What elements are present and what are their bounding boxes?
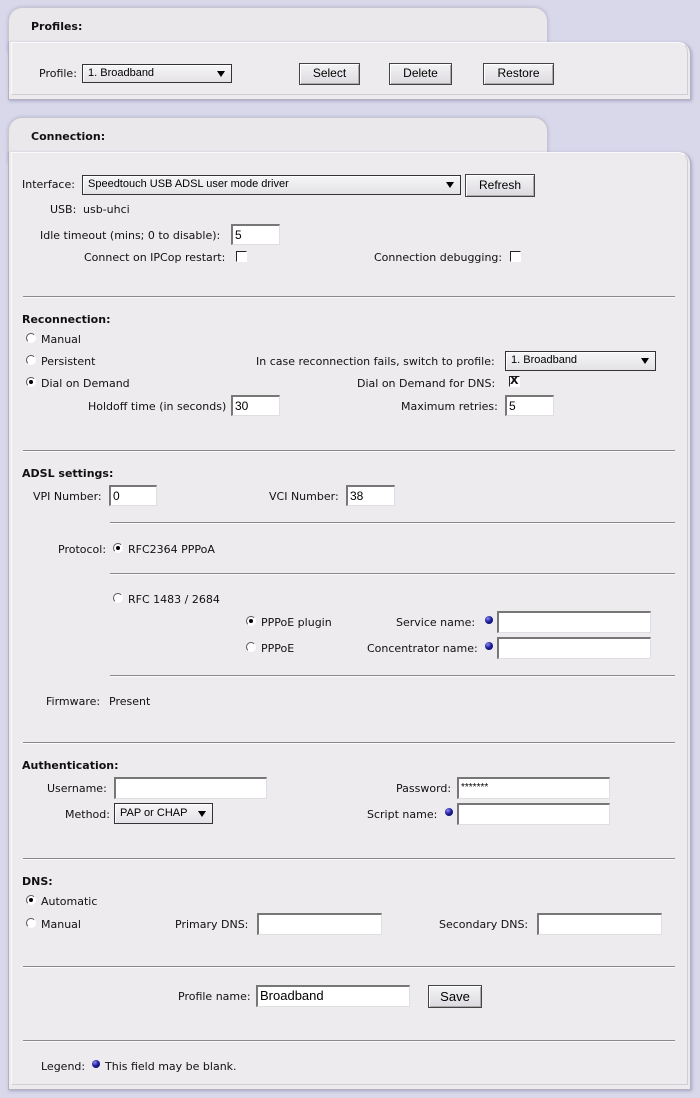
- restore-button[interactable]: Restore: [483, 63, 554, 85]
- method-label: Method:: [65, 808, 110, 821]
- legend-text: This field may be blank.: [105, 1060, 237, 1073]
- divider: [23, 966, 675, 968]
- primary-dns-input[interactable]: [257, 913, 382, 935]
- reconnection-dod-label: Dial on Demand: [41, 377, 130, 390]
- idle-timeout-label: Idle timeout (mins; 0 to disable):: [40, 229, 221, 242]
- divider: [23, 858, 675, 860]
- concentrator-label: Concentrator name:: [367, 642, 478, 655]
- reconnection-title: Reconnection:: [22, 313, 111, 326]
- firmware-value: Present: [109, 695, 151, 708]
- fallback-profile-value: 1. Broadband: [511, 354, 578, 366]
- save-button[interactable]: Save: [428, 985, 482, 1008]
- reconnection-manual-radio[interactable]: [26, 333, 36, 343]
- username-input[interactable]: [114, 777, 267, 799]
- pppoa-radio[interactable]: [113, 543, 123, 553]
- debugging-label: Connection debugging:: [374, 251, 503, 264]
- dod-dns-label: Dial on Demand for DNS:: [357, 377, 496, 390]
- max-retries-input[interactable]: 5: [505, 395, 554, 416]
- fallback-profile-label: In case reconnection fails, switch to profile:: [256, 355, 495, 368]
- divider: [110, 522, 675, 524]
- holdoff-label: Holdoff time (in seconds): [88, 400, 227, 413]
- password-input[interactable]: *******: [457, 777, 610, 799]
- dod-dns-checkbox[interactable]: [509, 376, 520, 387]
- reconnection-persistent-label: Persistent: [41, 355, 96, 368]
- legend-label: Legend:: [41, 1060, 86, 1073]
- pppoe-radio[interactable]: [246, 642, 256, 652]
- dns-automatic-label: Automatic: [41, 895, 98, 908]
- select-button[interactable]: Select: [299, 63, 360, 85]
- divider: [23, 742, 675, 744]
- max-retries-label: Maximum retries:: [401, 400, 498, 413]
- service-name-label: Service name:: [396, 616, 476, 629]
- pppoe-label: PPPoE: [261, 642, 295, 655]
- delete-button[interactable]: Delete: [389, 63, 452, 85]
- profile-select-value: 1. Broadband: [88, 67, 155, 79]
- rfc1483-radio[interactable]: [113, 593, 123, 603]
- divider: [110, 675, 675, 677]
- secondary-dns-label: Secondary DNS:: [439, 918, 529, 931]
- check-mark-icon: X: [510, 374, 519, 387]
- connection-title: Connection:: [31, 130, 106, 143]
- firmware-label: Firmware:: [46, 695, 101, 708]
- dns-title: DNS:: [22, 875, 53, 888]
- dns-manual-radio[interactable]: [26, 918, 36, 928]
- chevron-down-icon: [217, 71, 225, 77]
- profile-select[interactable]: [82, 64, 232, 83]
- chevron-down-icon: [446, 182, 454, 188]
- debugging-checkbox[interactable]: [510, 251, 521, 262]
- pppoe-plugin-radio[interactable]: [246, 616, 256, 626]
- method-select-value: PAP or CHAP: [120, 807, 188, 819]
- chevron-down-icon: [198, 811, 206, 817]
- method-select[interactable]: [114, 803, 213, 824]
- holdoff-input[interactable]: 30: [231, 395, 280, 416]
- refresh-button[interactable]: Refresh: [465, 174, 535, 197]
- divider: [23, 450, 675, 452]
- protocol-label: Protocol:: [58, 543, 107, 556]
- reconnection-dod-radio[interactable]: [26, 377, 36, 387]
- profile-name-label: Profile name:: [178, 990, 251, 1003]
- service-name-input[interactable]: [497, 611, 651, 633]
- connect-on-restart-checkbox[interactable]: [236, 251, 247, 262]
- reconnection-persistent-radio[interactable]: [26, 355, 36, 365]
- script-name-input[interactable]: [457, 803, 610, 825]
- vpi-label: VPI Number:: [33, 490, 102, 503]
- pppoe-plugin-label: PPPoE plugin: [261, 616, 332, 629]
- blank-allowed-icon: [485, 616, 493, 624]
- blank-allowed-icon: [485, 642, 493, 650]
- vpi-input[interactable]: 0: [109, 485, 157, 506]
- adsl-title: ADSL settings:: [22, 467, 114, 480]
- dns-automatic-radio[interactable]: [26, 895, 36, 905]
- divider: [23, 296, 675, 298]
- interface-select[interactable]: [82, 175, 461, 195]
- divider: [23, 1040, 675, 1042]
- divider: [110, 573, 675, 575]
- blank-allowed-icon: [445, 808, 453, 816]
- profile-name-input[interactable]: Broadband: [256, 985, 410, 1007]
- chevron-down-icon: [641, 358, 649, 364]
- blank-allowed-icon: [92, 1060, 100, 1068]
- reconnection-manual-label: Manual: [41, 333, 81, 346]
- script-name-label: Script name:: [367, 808, 438, 821]
- profile-label: Profile:: [39, 67, 77, 80]
- secondary-dns-input[interactable]: [537, 913, 662, 935]
- authentication-title: Authentication:: [22, 759, 119, 772]
- interface-select-value: Speedtouch USB ADSL user mode driver: [88, 178, 289, 190]
- pppoa-label: RFC2364 PPPoA: [128, 543, 215, 556]
- usb-value: usb-uhci: [83, 203, 130, 216]
- vci-label: VCI Number:: [269, 490, 339, 503]
- connect-on-restart-label: Connect on IPCop restart:: [84, 251, 226, 264]
- primary-dns-label: Primary DNS:: [175, 918, 249, 931]
- dns-manual-label: Manual: [41, 918, 81, 931]
- concentrator-input[interactable]: [497, 637, 651, 659]
- usb-label: USB:: [50, 203, 77, 216]
- password-label: Password:: [396, 782, 452, 795]
- rfc1483-label: RFC 1483 / 2684: [128, 593, 220, 606]
- idle-timeout-input[interactable]: 5: [231, 224, 280, 245]
- interface-label: Interface:: [22, 178, 75, 191]
- fallback-profile-select[interactable]: [505, 351, 656, 371]
- profiles-title: Profiles:: [31, 20, 83, 33]
- vci-input[interactable]: 38: [346, 485, 395, 506]
- username-label: Username:: [47, 782, 107, 795]
